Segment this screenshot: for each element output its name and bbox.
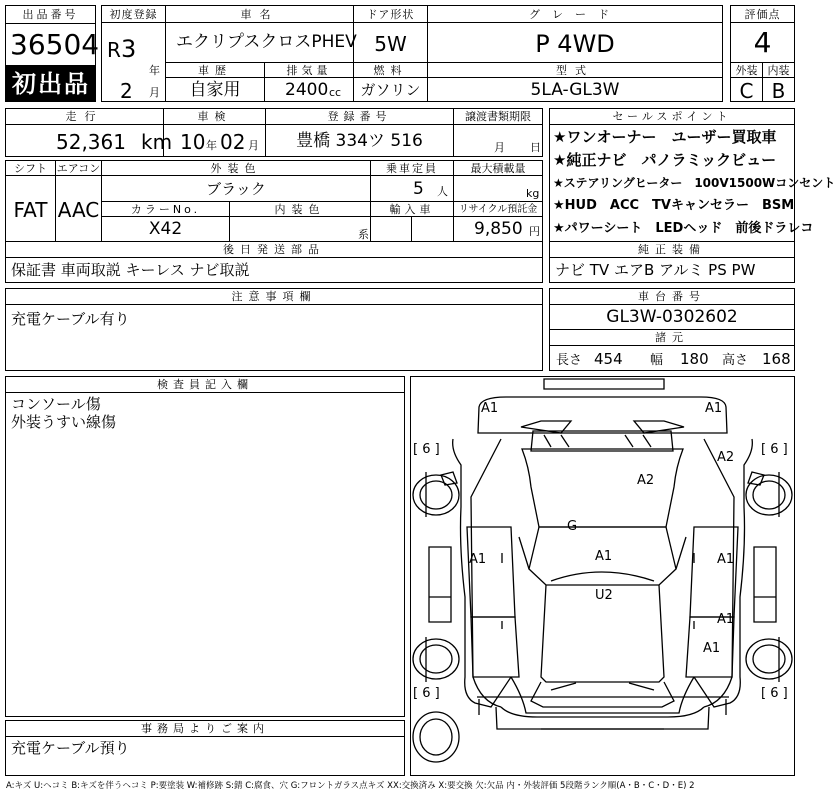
caution-cell (5, 304, 543, 371)
color-no-cell (101, 216, 230, 242)
tire-rear-right-inner (753, 645, 785, 673)
car-name: エクリプスクロスPHEV (176, 32, 357, 52)
first-listing-text: 初出品 (12, 70, 90, 98)
registration-header: 登録番号 (327, 110, 392, 123)
sales-point-5: ★パワーシート LEDヘッド 前後ドラレコ (553, 221, 814, 236)
first-reg-cell (101, 22, 166, 102)
grille-bars (544, 435, 651, 447)
score-header-cell (730, 5, 795, 23)
sales-point-3: ★ステアリングヒーター 100V1500Wコンセント (553, 176, 835, 190)
door-front-right (690, 527, 738, 617)
recycle-unit: 円 (529, 225, 540, 238)
genuine-header: 純正装備 (638, 243, 706, 256)
mark-right-rear2: A1 (703, 641, 721, 656)
inspector-header: 検査員記入欄 (157, 378, 253, 391)
car-name-header-cell (165, 5, 354, 23)
sales-point-4: ★HUD ACC TVキャンセラー BSM (553, 198, 795, 213)
mark-right-rear1: A1 (717, 612, 735, 627)
max-load-header: 最大積載量 (470, 162, 526, 175)
chassis-header-cell (549, 288, 795, 305)
mark-front-left: A1 (481, 401, 499, 416)
mirrors (441, 472, 764, 488)
dims-header: 諸元 (655, 331, 689, 344)
chassis-value: GL3W-0302602 (606, 307, 738, 327)
parts-cell (5, 257, 543, 283)
first-reg-month: 2 (120, 79, 133, 103)
office-header-cell (5, 720, 405, 737)
damage-diagram-panel (410, 376, 795, 776)
transfer-month-unit: 月 (494, 141, 505, 154)
front-edge (544, 379, 664, 389)
tire-brackets (426, 472, 779, 682)
recycle-cell (453, 216, 543, 242)
shift-cell (5, 175, 56, 242)
tire-fl-grade: [ 6 ] (413, 442, 440, 457)
aircon-value: AAC (57, 198, 100, 222)
ext-color-header: 外装色 (210, 162, 262, 175)
width-label: 幅 (650, 353, 664, 368)
office-cell (5, 736, 405, 776)
width-value: 180 (680, 350, 709, 368)
max-load-header-cell (453, 160, 543, 176)
capacity-header-cell (370, 160, 454, 176)
rear-bumper-bottom (496, 707, 709, 729)
car-name-cell (165, 22, 357, 63)
recycle-value: 9,850 (474, 219, 523, 239)
displacement-header-cell (264, 62, 354, 78)
windshield-curve (551, 572, 654, 581)
length-value: 454 (594, 350, 623, 368)
int-color-header: 内装色 (274, 203, 326, 216)
import-cell (370, 216, 454, 242)
ext-color-header-cell (101, 160, 371, 176)
inspection-header-cell (163, 108, 266, 125)
mileage-header-cell (5, 108, 164, 125)
rear-window (531, 682, 674, 707)
model-header: 型式 (556, 64, 594, 77)
inspection-month: 02 (220, 130, 246, 154)
mileage-cell (5, 124, 173, 157)
ext-color-value: ブラック (206, 180, 266, 198)
max-load-cell (453, 175, 543, 202)
office-value: 充電ケーブル預り (11, 739, 130, 757)
hood (522, 449, 683, 527)
sales-points-cell (549, 124, 835, 242)
tire-fr-grade: [ 6 ] (761, 442, 788, 457)
color-no-header: カラーNo. (130, 203, 201, 216)
parts-header: 後日発送部品 (223, 243, 325, 256)
transfer-header-cell (453, 108, 543, 125)
int-color-cell (229, 216, 371, 242)
front-bumper-shape (478, 397, 727, 433)
sales-point-1: ★ワンオーナー ユーザー買取車 (553, 128, 777, 146)
first-reg-header: 初度登録 (109, 8, 158, 21)
capacity-value: 5 (413, 179, 424, 199)
aircon-cell (55, 175, 102, 242)
color-no-value: X42 (148, 219, 183, 239)
ext-score-value: C (739, 79, 754, 103)
model-header-cell (427, 62, 723, 78)
inspection-header: 車検 (197, 110, 232, 123)
dims-cell (549, 345, 795, 371)
capacity-unit: 人 (437, 185, 448, 198)
mileage-unit: km (141, 130, 173, 154)
first-reg-month-unit: 月 (149, 86, 160, 99)
ext-color-cell (101, 175, 371, 202)
grade-cell (427, 22, 723, 63)
door-front-left (467, 527, 515, 617)
fuel-header: 燃料 (373, 64, 408, 77)
grade-header: グレード (529, 8, 621, 21)
recycle-header-cell (453, 201, 543, 217)
genuine-value: ナビ TV エアB アルミ PS PW (555, 261, 756, 279)
int-score-value: B (771, 79, 786, 103)
door-value: 5W (374, 32, 407, 56)
transfer-cell (453, 124, 543, 157)
body-sides (453, 439, 753, 707)
dims-header-cell (549, 329, 795, 346)
length-label: 長さ (556, 353, 583, 368)
int-color-unit: 系 (358, 228, 369, 241)
transfer-header: 譲渡書類期限 (465, 110, 531, 123)
inspection-year: 10 (180, 130, 206, 154)
max-load-unit: kg (526, 187, 540, 200)
ext-score-cell (730, 77, 763, 102)
lot-number: 36504 (10, 28, 100, 61)
score-cell (730, 22, 795, 63)
ext-score-header-cell (730, 62, 763, 78)
fuel-cell (353, 77, 428, 102)
parts-value: 保証書 車両取説 キーレス ナビ取説 (11, 261, 250, 279)
inspector-line-1: コンソール傷 (11, 395, 101, 413)
caution-header: 注意事項欄 (231, 290, 317, 303)
mark-roof-right: A2 (637, 473, 655, 488)
car-diagram-svg (411, 377, 794, 775)
model-value: 5LA-GL3W (530, 80, 620, 100)
tire-rl-grade: [ 6 ] (413, 686, 440, 701)
int-color-header-cell (229, 201, 371, 217)
score-value: 4 (753, 26, 772, 59)
car-name-header: 車名 (240, 8, 279, 21)
capacity-header: 乗車定員 (386, 162, 438, 175)
ext-score-label: 外装 (735, 64, 758, 77)
grade-header-cell (427, 5, 723, 23)
genuine-cell (549, 257, 795, 283)
mileage-value: 52,361 (56, 130, 126, 154)
import-divider (411, 217, 412, 241)
sales-header-cell (549, 108, 795, 125)
inspector-header-cell (5, 376, 405, 393)
tire-front-right-inner (753, 481, 785, 509)
parts-header-cell (5, 241, 543, 258)
mark-center-lower: U2 (595, 588, 613, 603)
lot-header-cell (5, 5, 96, 24)
tire-rr-grade: [ 6 ] (761, 686, 788, 701)
displacement-header: 排気量 (286, 64, 332, 77)
history-header: 車歴 (198, 64, 232, 77)
capacity-cell (370, 175, 454, 202)
office-header: 事務局よりご案内 (141, 722, 269, 735)
int-score-header-cell (762, 62, 795, 78)
grille (531, 431, 673, 451)
lot-header: 出品番号 (22, 8, 79, 21)
door-rear-left (471, 617, 519, 677)
history-cell (165, 77, 265, 102)
grade-value: P 4WD (535, 30, 615, 58)
chassis-header: 車台番号 (638, 290, 706, 303)
lot-number-cell (5, 23, 100, 66)
mileage-header: 走行 (65, 110, 104, 123)
history-value: 自家用 (189, 80, 241, 100)
int-score-cell (762, 77, 795, 102)
inspection-year-unit: 年 (206, 139, 217, 152)
inspector-cell (5, 392, 405, 717)
caution-value: 充電ケーブル有り (11, 310, 130, 328)
legend: A:キズ U:ヘコミ B:キズを伴うヘコミ P:要塗装 W:補修跡 S:錆 C:腐食、穴 G:フロントガラス点キズ XX:交換済み X:要交換 欠:欠品 内・外装評価 5段階ランク順(A・B・C・D・E) 2 (6, 781, 695, 791)
shift-header-cell (5, 160, 56, 176)
color-no-header-cell (101, 201, 230, 217)
rear-bumper (501, 707, 704, 717)
height-label: 高さ (722, 353, 749, 368)
door-header-cell (353, 5, 428, 23)
recycle-header: リサイクル預託金 (458, 204, 538, 215)
history-header-cell (165, 62, 265, 78)
import-header-cell (370, 201, 454, 217)
door-cell (353, 22, 428, 63)
displacement-cell (264, 77, 354, 102)
inspection-cell (163, 124, 266, 157)
first-reg-year: 3 (121, 35, 137, 63)
first-reg-header-cell (101, 5, 166, 23)
inspector-line-2: 外装うすい線傷 (11, 413, 117, 431)
height-value: 168 (762, 350, 791, 368)
fuel-value: ガソリン (360, 81, 421, 99)
registration-value: 豊橋 334ツ 516 (296, 131, 423, 151)
int-score-label: 内装 (767, 64, 790, 77)
model-cell (427, 77, 723, 102)
mark-front-right: A1 (705, 401, 723, 416)
import-header: 輸入車 (389, 203, 435, 216)
spare-tire-inner (420, 719, 452, 755)
sales-point-2: ★純正ナビ パノラミックビュー (553, 151, 777, 169)
tire-rear-left-inner (420, 645, 452, 673)
shift-value: FAT (13, 198, 48, 222)
mark-left-side: A1 (469, 552, 487, 567)
fuel-header-cell (353, 62, 428, 78)
aircon-header: エアコン (56, 162, 101, 175)
door-header: ドア形状 (366, 8, 415, 21)
first-listing-badge (5, 65, 96, 102)
displacement-unit: cc (329, 86, 342, 99)
mark-roof: A1 (595, 549, 613, 564)
registration-header-cell (265, 108, 454, 125)
registration-cell (265, 124, 454, 157)
mark-right-front: A1 (717, 552, 735, 567)
tail-lights (551, 683, 654, 690)
inner-sides (471, 439, 734, 707)
genuine-header-cell (549, 241, 795, 258)
mark-hood-right: A2 (717, 450, 735, 465)
first-reg-era: R (107, 38, 121, 62)
inspection-month-unit: 月 (248, 139, 259, 152)
first-reg-year-unit: 年 (149, 64, 160, 77)
displacement-value: 2400 (285, 80, 329, 100)
aircon-header-cell (55, 160, 102, 176)
shift-header: シフト (14, 162, 47, 175)
tire-front-left-inner (420, 481, 452, 509)
mark-windshield: G (567, 519, 578, 534)
sales-header: セールスポイント (612, 110, 732, 123)
chassis-cell (549, 304, 795, 330)
transfer-day-unit: 日 (530, 141, 541, 154)
score-header: 評価点 (744, 8, 781, 21)
caution-header-cell (5, 288, 543, 305)
